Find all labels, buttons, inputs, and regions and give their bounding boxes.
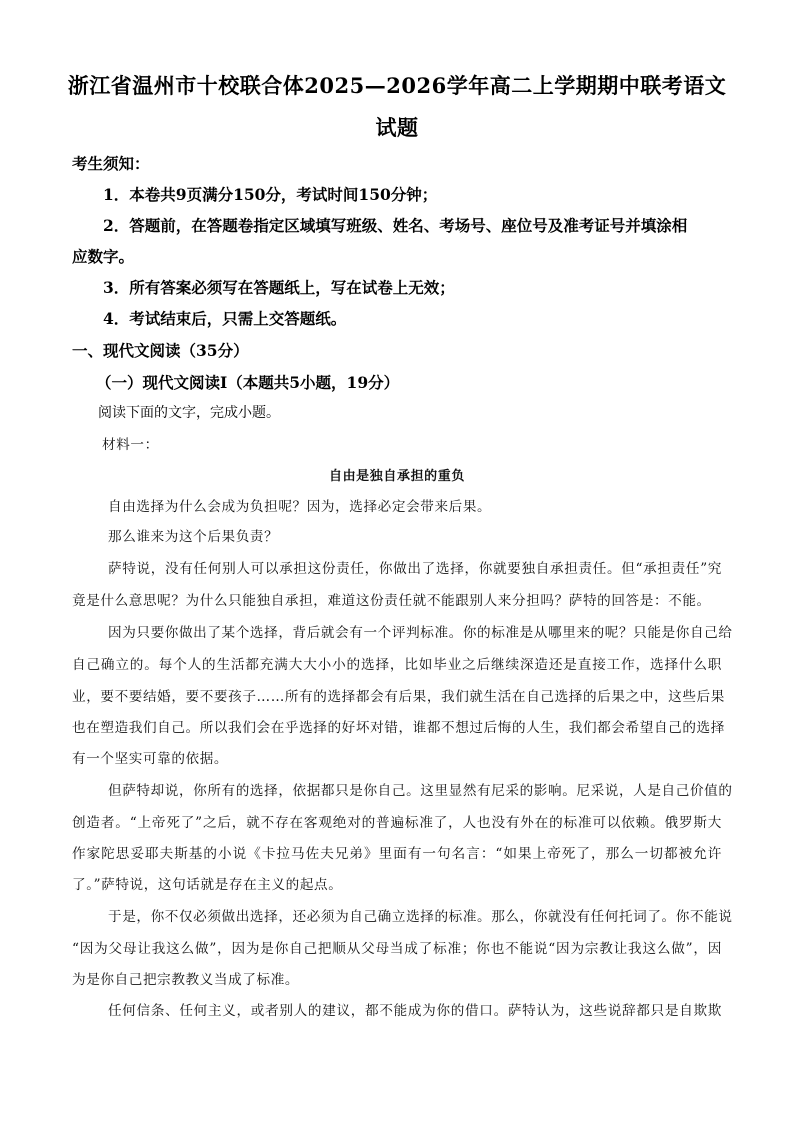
paragraph-line: 竟是什么意思呢？为什么只能独自承担，难道这份责任就不能跟别人来分担吗？萨特的回答是：不能。 [72,593,711,609]
notice-item-2-cont: 应数字。 [72,247,135,266]
document-title-line-1: 浙江省温州市十校联合体2025—2026学年高二上学期期中联考语文 [67,73,727,98]
paragraph-line: 那么谁来为这个后果负责？ [108,529,279,545]
notice-item-3: 3．所有答案必须写在答题纸上，写在试卷上无效； [103,278,455,297]
notice-item-2: 2．答题前，在答题卷指定区域填写班级、姓名、考场号、座位号及准考证号并填涂相 [103,216,688,235]
paragraph-line: 自由选择为什么会成为负担呢？因为，选择必定会带来后果。 [108,499,492,515]
paragraph-line: 作家陀思妥耶夫斯基的小说《卡拉马佐夫兄弟》里面有一句名言：“如果上帝死了，那么一切都被允许 [72,846,722,862]
paragraph-line: “因为父母让我这么做”，因为是你自己把顺从父母当成了标准；你也不能说“因为宗教让我这么做”，因 [72,941,722,957]
paragraph-line: 有一个坚实可靠的依据。 [72,751,229,767]
section-heading: 一、现代文阅读（35分） [72,341,249,360]
paragraph-line: 也在塑造我们自己。所以我们会在乎选择的好坏对错，谁都不想过后悔的人生，我们都会希望自己的选择 [72,720,725,736]
paragraph-line: 为是你自己把宗教教义当成了标准。 [72,972,300,988]
paragraph-line: 于是，你不仅必须做出选择，还必须为自己确立选择的标准。那么，你就没有任何托词了。你不能说 [108,909,733,925]
notice-heading: 考生须知： [72,154,150,173]
document-title-line-2: 试题 [375,115,419,140]
paragraph-line: 因为只要你做出了某个选择，背后就会有一个评判标准。你的标准是从哪里来的呢？只能是你自己给 [108,625,733,641]
notice-item-1: 1．本卷共9页满分150分，考试时间150分钟； [103,185,438,204]
article-title: 自由是独自承担的重负 [328,469,465,484]
subsection-heading: （一）现代文阅读Ⅰ（本题共5小题，19分） [96,373,400,392]
paragraph-line: 任何信条、任何主义，或者别人的建议，都不能成为你的借口。萨特认为，这些说辞都只是自欺欺 [108,1003,722,1019]
paragraph-line: 业，要不要结婚，要不要孩子……所有的选择都会有后果，我们就生活在自己选择的后果之中，这些后果 [72,689,725,705]
paragraph-line: 萨特说，没有任何别人可以承担这份责任，你做出了选择，你就要独自承担责任。但“承担责任”究 [108,561,722,577]
paragraph-line: 但萨特却说，你所有的选择，依据都只是你自己。这里显然有尼采的影响。尼采说，人是自己价值的 [108,783,733,799]
paragraph-line: 自己确立的。每个人的生活都充满大大小小的选择，比如毕业之后继续深造还是直接工作，选择什么职 [72,657,722,673]
paragraph-line: 创造者。“上帝死了”之后，就不存在客观绝对的普遍标准了，人也没有外在的标准可以依赖。俄罗斯大 [72,815,722,831]
reading-instruction: 阅读下面的文字，完成小题。 [98,405,280,421]
paragraph-line: 了。”萨特说，这句话就是存在主义的起点。 [72,877,343,893]
notice-item-4: 4．考试结束后，只需上交答题纸。 [103,309,347,328]
material-label: 材料一： [102,437,159,453]
